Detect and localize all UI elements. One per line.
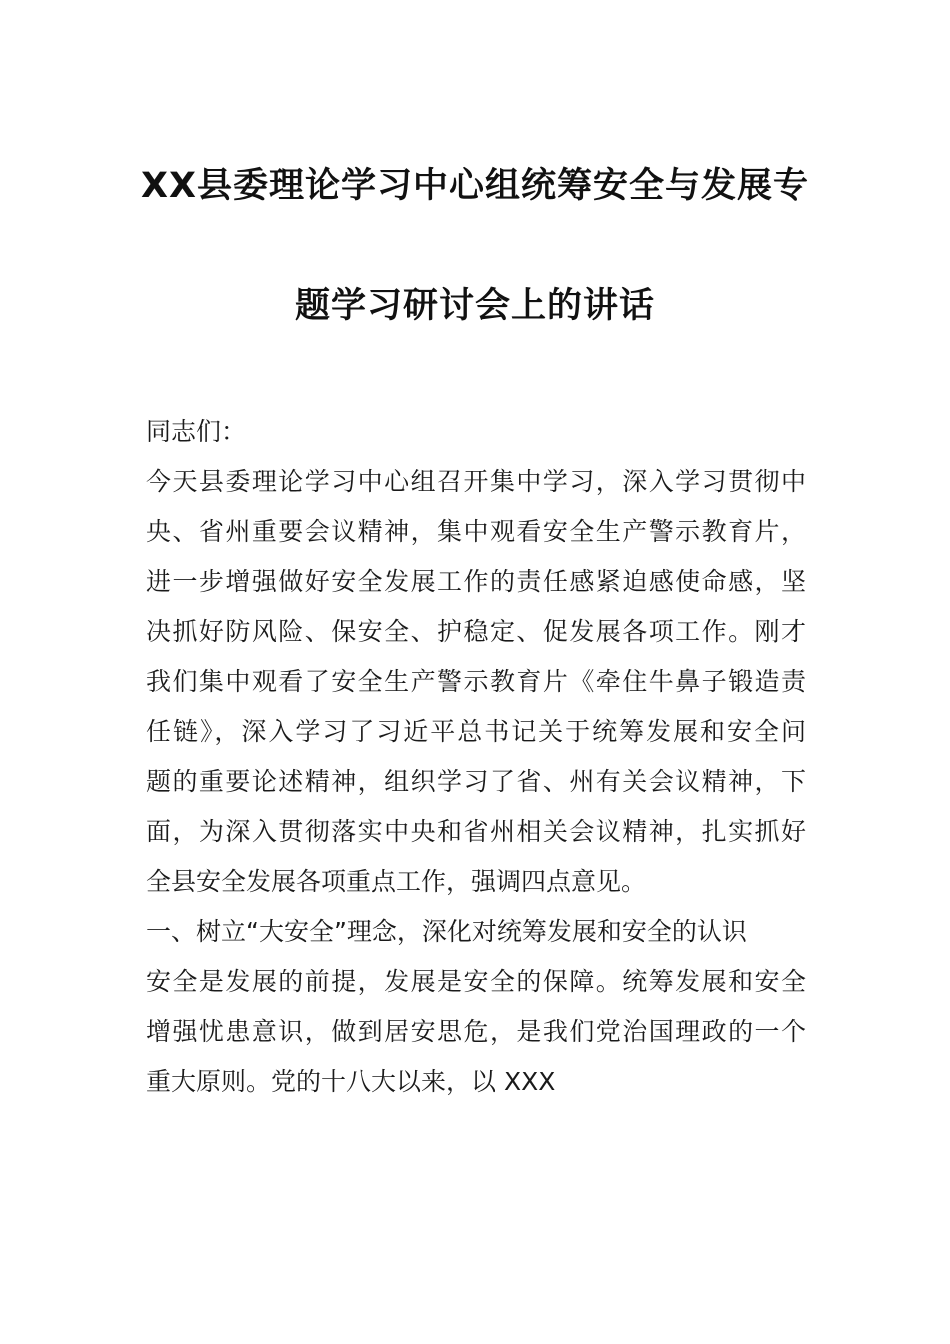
document-title-line-1: XX县委理论学习中心组统筹安全与发展专 (141, 166, 809, 206)
paragraph-1-line: 决抓好防风险、保安全、护稳定、促发展各项工作。刚才 (146, 617, 806, 646)
salutation: 同志们： (146, 417, 247, 446)
paragraph-1-line: 全县安全发展各项重点工作，强调四点意见。 (146, 867, 647, 896)
document-title-line-2: 题学习研讨会上的讲话 (294, 286, 655, 326)
paragraph-2-line: 增强忧患意识，做到居安思危，是我们党治国理政的一个 (146, 1017, 806, 1046)
paragraph-1-line: 进一步增强做好安全发展工作的责任感紧迫感使命感，坚 (146, 567, 806, 596)
document-body (146, 407, 826, 1107)
paragraph-1-line: 我们集中观看了安全生产警示教育片《牵住牛鼻子锻造责 (146, 667, 806, 696)
paragraph-2-line: 安全是发展的前提，发展是安全的保障。统筹发展和安全 (146, 967, 806, 996)
paragraph-1-line: 面，为深入贯彻落实中央和省州相关会议精神，扎实抓好 (146, 817, 806, 846)
paragraph-1-line: 今天县委理论学习中心组召开集中学习，深入学习贯彻中 (146, 467, 806, 496)
paragraph-2-line: 重大原则。党的十八大以来，以 XXX (146, 1067, 556, 1096)
paragraph-1-line: 任链》，深入学习了习近平总书记关于统筹发展和安全问 (146, 717, 806, 746)
paragraph-1-line: 题的重要论述精神，组织学习了省、州有关会议精神，下 (146, 767, 806, 796)
section-heading-1: 一、树立“大安全”理念，深化对统筹发展和安全的认识 (146, 917, 747, 946)
paragraph-1-line: 央、省州重要会议精神，集中观看安全生产警示教育片， (146, 517, 806, 546)
